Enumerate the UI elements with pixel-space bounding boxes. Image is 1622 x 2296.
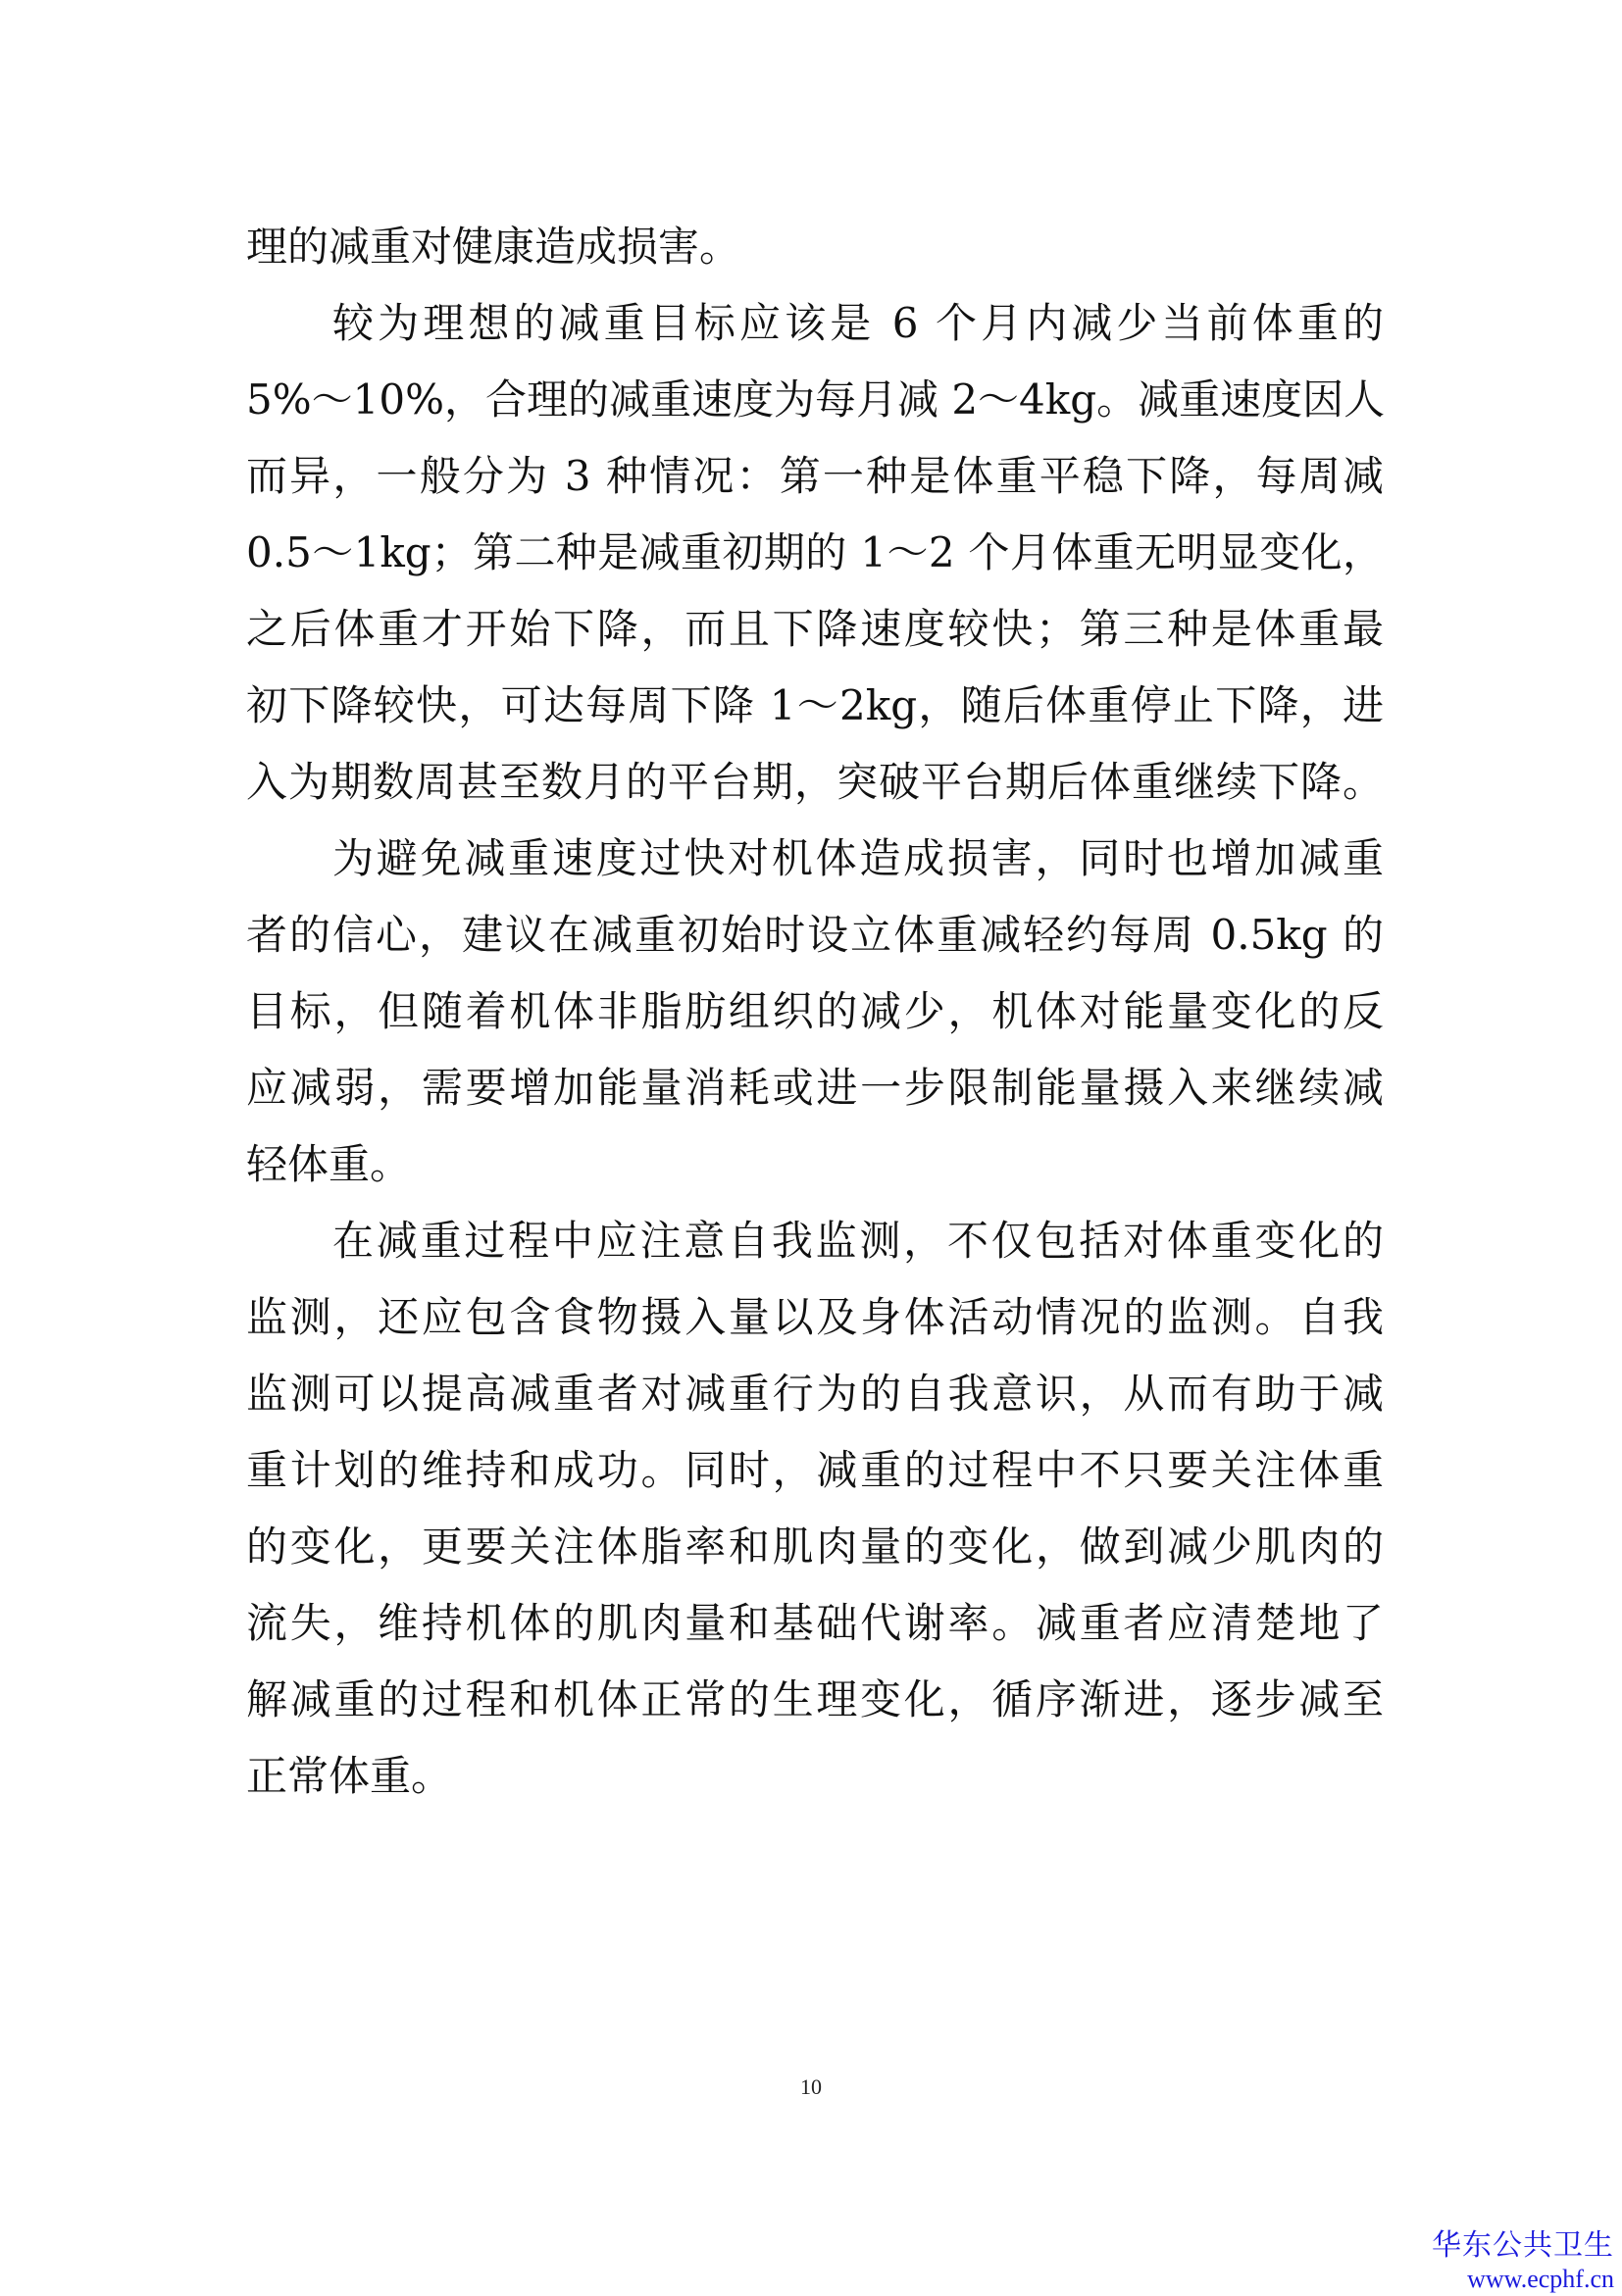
body-text xyxy=(246,209,1384,1815)
text-line: 之后体重才开始下降，而且下降速度较快；第三种是体重最 xyxy=(246,605,1384,653)
text-line: 5%～10%，合理的减重速度为每月减 2～4kg。减重速度因人 xyxy=(246,375,1386,424)
text-line: 目标，但随着机体非脂肪组织的减少，机体对能量变化的反 xyxy=(246,987,1384,1035)
text-line: 重计划的维持和成功。同时，减重的过程中不只要关注体重 xyxy=(246,1446,1384,1494)
text-line: 在减重过程中应注意自我监测，不仅包括对体重变化的 xyxy=(332,1217,1384,1265)
text-line: 正常体重。 xyxy=(246,1752,453,1800)
text-line: 监测，还应包含食物摄入量以及身体活动情况的监测。自我 xyxy=(246,1293,1384,1341)
watermark-name: 华东公共卫生 xyxy=(1432,2228,1614,2263)
text-line: 较为理想的减重目标应该是 6 个月内减少当前体重的 xyxy=(332,299,1384,347)
text-line: 监测可以提高减重者对减重行为的自我意识，从而有助于减 xyxy=(246,1370,1384,1418)
text-line: 0.5～1kg；第二种是减重初期的 1～2 个月体重无明显变化， xyxy=(246,528,1384,576)
text-line: 轻体重。 xyxy=(246,1140,412,1188)
text-line: 者的信心，建议在减重初始时设立体重减轻约每周 0.5kg 的 xyxy=(246,911,1384,959)
text-line: 理的减重对健康造成损害。 xyxy=(246,223,741,271)
page-number: 10 xyxy=(800,2074,822,2099)
text-line: 解减重的过程和机体正常的生理变化，循序渐进，逐步减至 xyxy=(246,1675,1384,1723)
text-line: 初下降较快，可达每周下降 1～2kg，随后体重停止下降，进 xyxy=(246,681,1384,729)
text-line: 应减弱，需要增加能量消耗或进一步限制能量摄入来继续减 xyxy=(246,1064,1384,1112)
watermark xyxy=(1432,2229,1614,2296)
text-line: 入为期数周甚至数月的平台期，突破平台期后体重继续下降。 xyxy=(246,758,1384,806)
watermark-url: www.ecphf.cn xyxy=(1467,2265,1614,2293)
text-line: 为避免减重速度过快对机体造成损害，同时也增加减重 xyxy=(332,834,1384,882)
text-line: 的变化，更要关注体脂率和肌肉量的变化，做到减少肌肉的 xyxy=(246,1522,1384,1571)
text-line: 而异，一般分为 3 种情况：第一种是体重平稳下降，每周减 xyxy=(246,452,1384,500)
text-line: 流失，维持机体的肌肉量和基础代谢率。减重者应清楚地了 xyxy=(246,1599,1384,1647)
